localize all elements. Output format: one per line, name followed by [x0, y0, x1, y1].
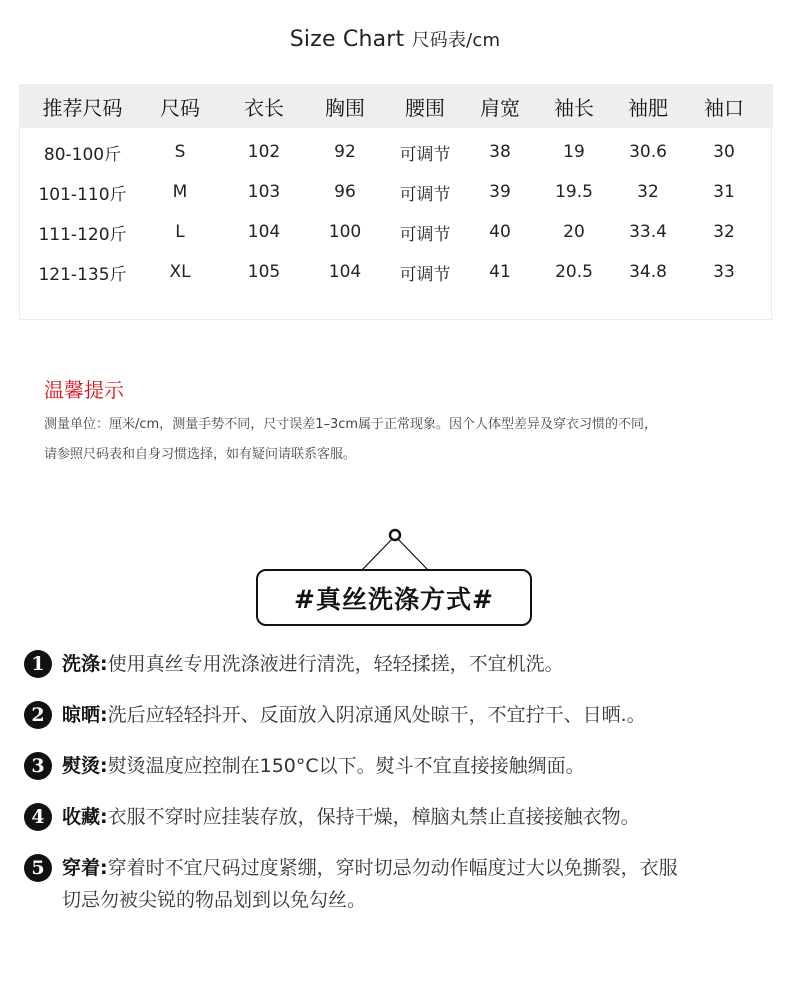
- table-cell: 30.6: [629, 142, 667, 162]
- care-item-ironing: [24, 750, 774, 782]
- care-text: 洗后应轻轻抖开、反面放入阴凉通风处晾干，不宜拧干、日晒.。: [107, 704, 646, 726]
- care-label: 熨烫:: [62, 755, 108, 777]
- care-text: 衣服不穿时应挂装存放，保持干燥，樟脑丸禁止直接接触衣物。: [107, 806, 640, 828]
- table-cell: 104: [247, 222, 281, 242]
- table-cell: 30: [713, 142, 735, 162]
- table-cell: 40: [489, 222, 511, 242]
- care-item-wearing: [24, 852, 774, 916]
- care-label: 收藏:: [62, 806, 108, 828]
- table-cell: 111-120斤: [38, 224, 127, 245]
- table-cell: 41: [489, 262, 511, 282]
- table-cell: 121-135斤: [38, 264, 127, 285]
- header-shoulder: 肩宽: [480, 96, 520, 120]
- table-cell: 31: [713, 182, 735, 202]
- table-cell: 19.5: [555, 182, 593, 202]
- table-cell: 32: [713, 222, 735, 242]
- header-sleeve-width: 袖肥: [628, 96, 668, 120]
- table-cell: 96: [334, 182, 356, 202]
- care-item-drying: [24, 699, 774, 731]
- table-cell: 102: [247, 142, 281, 162]
- tips-line: 测量单位：厘米/cm，测量手势不同，尺寸误差1–3cm属于正常现象。因个人体型差异及穿衣习惯的不同，: [44, 417, 658, 432]
- table-cell: 39: [489, 182, 511, 202]
- header-sleeve-length: 袖长: [554, 96, 594, 120]
- tips-line: 请参照尺码表和自身习惯选择，如有疑问请联系客服。: [44, 447, 357, 462]
- table-row: [20, 212, 773, 252]
- table-cell: 可调节: [399, 184, 451, 205]
- number-2-icon: 2: [24, 701, 52, 729]
- wash-method-badge: #真丝洗涤方式#: [256, 569, 532, 626]
- care-text: 切忌勿被尖锐的物品划到以免勾丝。: [62, 889, 367, 911]
- table-cell: 80-100斤: [43, 144, 122, 165]
- size-chart-table: [19, 84, 772, 320]
- care-item-storage: [24, 801, 774, 833]
- table-cell: 33.4: [629, 222, 667, 242]
- table-row: [20, 128, 773, 172]
- care-text: 穿着时不宜尺码过度紧绷，穿时切忌勿动作幅度过大以免撕裂，衣服: [107, 857, 678, 879]
- wash-method-badge-group: [256, 528, 536, 632]
- table-cell: 38: [489, 142, 511, 162]
- header-recommended-size: 推荐尺码: [42, 96, 123, 120]
- table-row: [20, 252, 773, 292]
- care-label: 洗涤:: [62, 653, 108, 675]
- table-cell: 可调节: [399, 264, 451, 285]
- table-cell: 105: [247, 262, 281, 282]
- care-text: 使用真丝专用洗涤液进行清洗，轻轻揉搓，不宜机洗。: [107, 653, 564, 675]
- table-cell: M: [172, 182, 188, 202]
- table-row: [20, 172, 773, 212]
- tips-text: [44, 410, 764, 470]
- number-1-icon: 1: [24, 650, 52, 678]
- header-waist: 腰围: [405, 96, 445, 120]
- table-cell: 101-110斤: [38, 184, 127, 205]
- tips-title: 温馨提示: [44, 378, 124, 402]
- table-cell: 100: [328, 222, 362, 242]
- page-title: [0, 26, 790, 52]
- care-label: 穿着:: [62, 857, 108, 879]
- table-cell: 103: [247, 182, 281, 202]
- table-cell: L: [175, 222, 185, 242]
- title-en: Size Chart: [289, 27, 405, 52]
- care-label: 晾晒:: [62, 704, 108, 726]
- care-item-washing: [24, 648, 774, 680]
- table-cell: 可调节: [399, 144, 451, 165]
- header-bust: 胸围: [325, 96, 365, 120]
- table-header-row: [20, 85, 773, 128]
- care-instructions-list: [24, 648, 774, 935]
- table-cell: S: [174, 142, 186, 162]
- title-cn: 尺码表/cm: [411, 30, 501, 51]
- number-3-icon: 3: [24, 752, 52, 780]
- table-cell: 104: [328, 262, 362, 282]
- table-cell: 可调节: [399, 224, 451, 245]
- table-cell: 34.8: [629, 262, 667, 282]
- table-cell: 20.5: [555, 262, 593, 282]
- number-5-icon: 5: [24, 854, 52, 882]
- number-4-icon: 4: [24, 803, 52, 831]
- table-cell: 33: [713, 262, 735, 282]
- table-cell: 32: [637, 182, 659, 202]
- header-length: 衣长: [244, 96, 284, 120]
- table-cell: XL: [169, 262, 191, 282]
- care-text: 熨烫温度应控制在150°C以下。熨斗不宜直接接触绸面。: [107, 755, 585, 777]
- header-cuff: 袖口: [704, 96, 744, 120]
- table-cell: 19: [563, 142, 585, 162]
- hanging-string-icon: [256, 528, 536, 573]
- table-cell: 92: [334, 142, 356, 162]
- header-size: 尺码: [160, 96, 200, 120]
- table-cell: 20: [563, 222, 585, 242]
